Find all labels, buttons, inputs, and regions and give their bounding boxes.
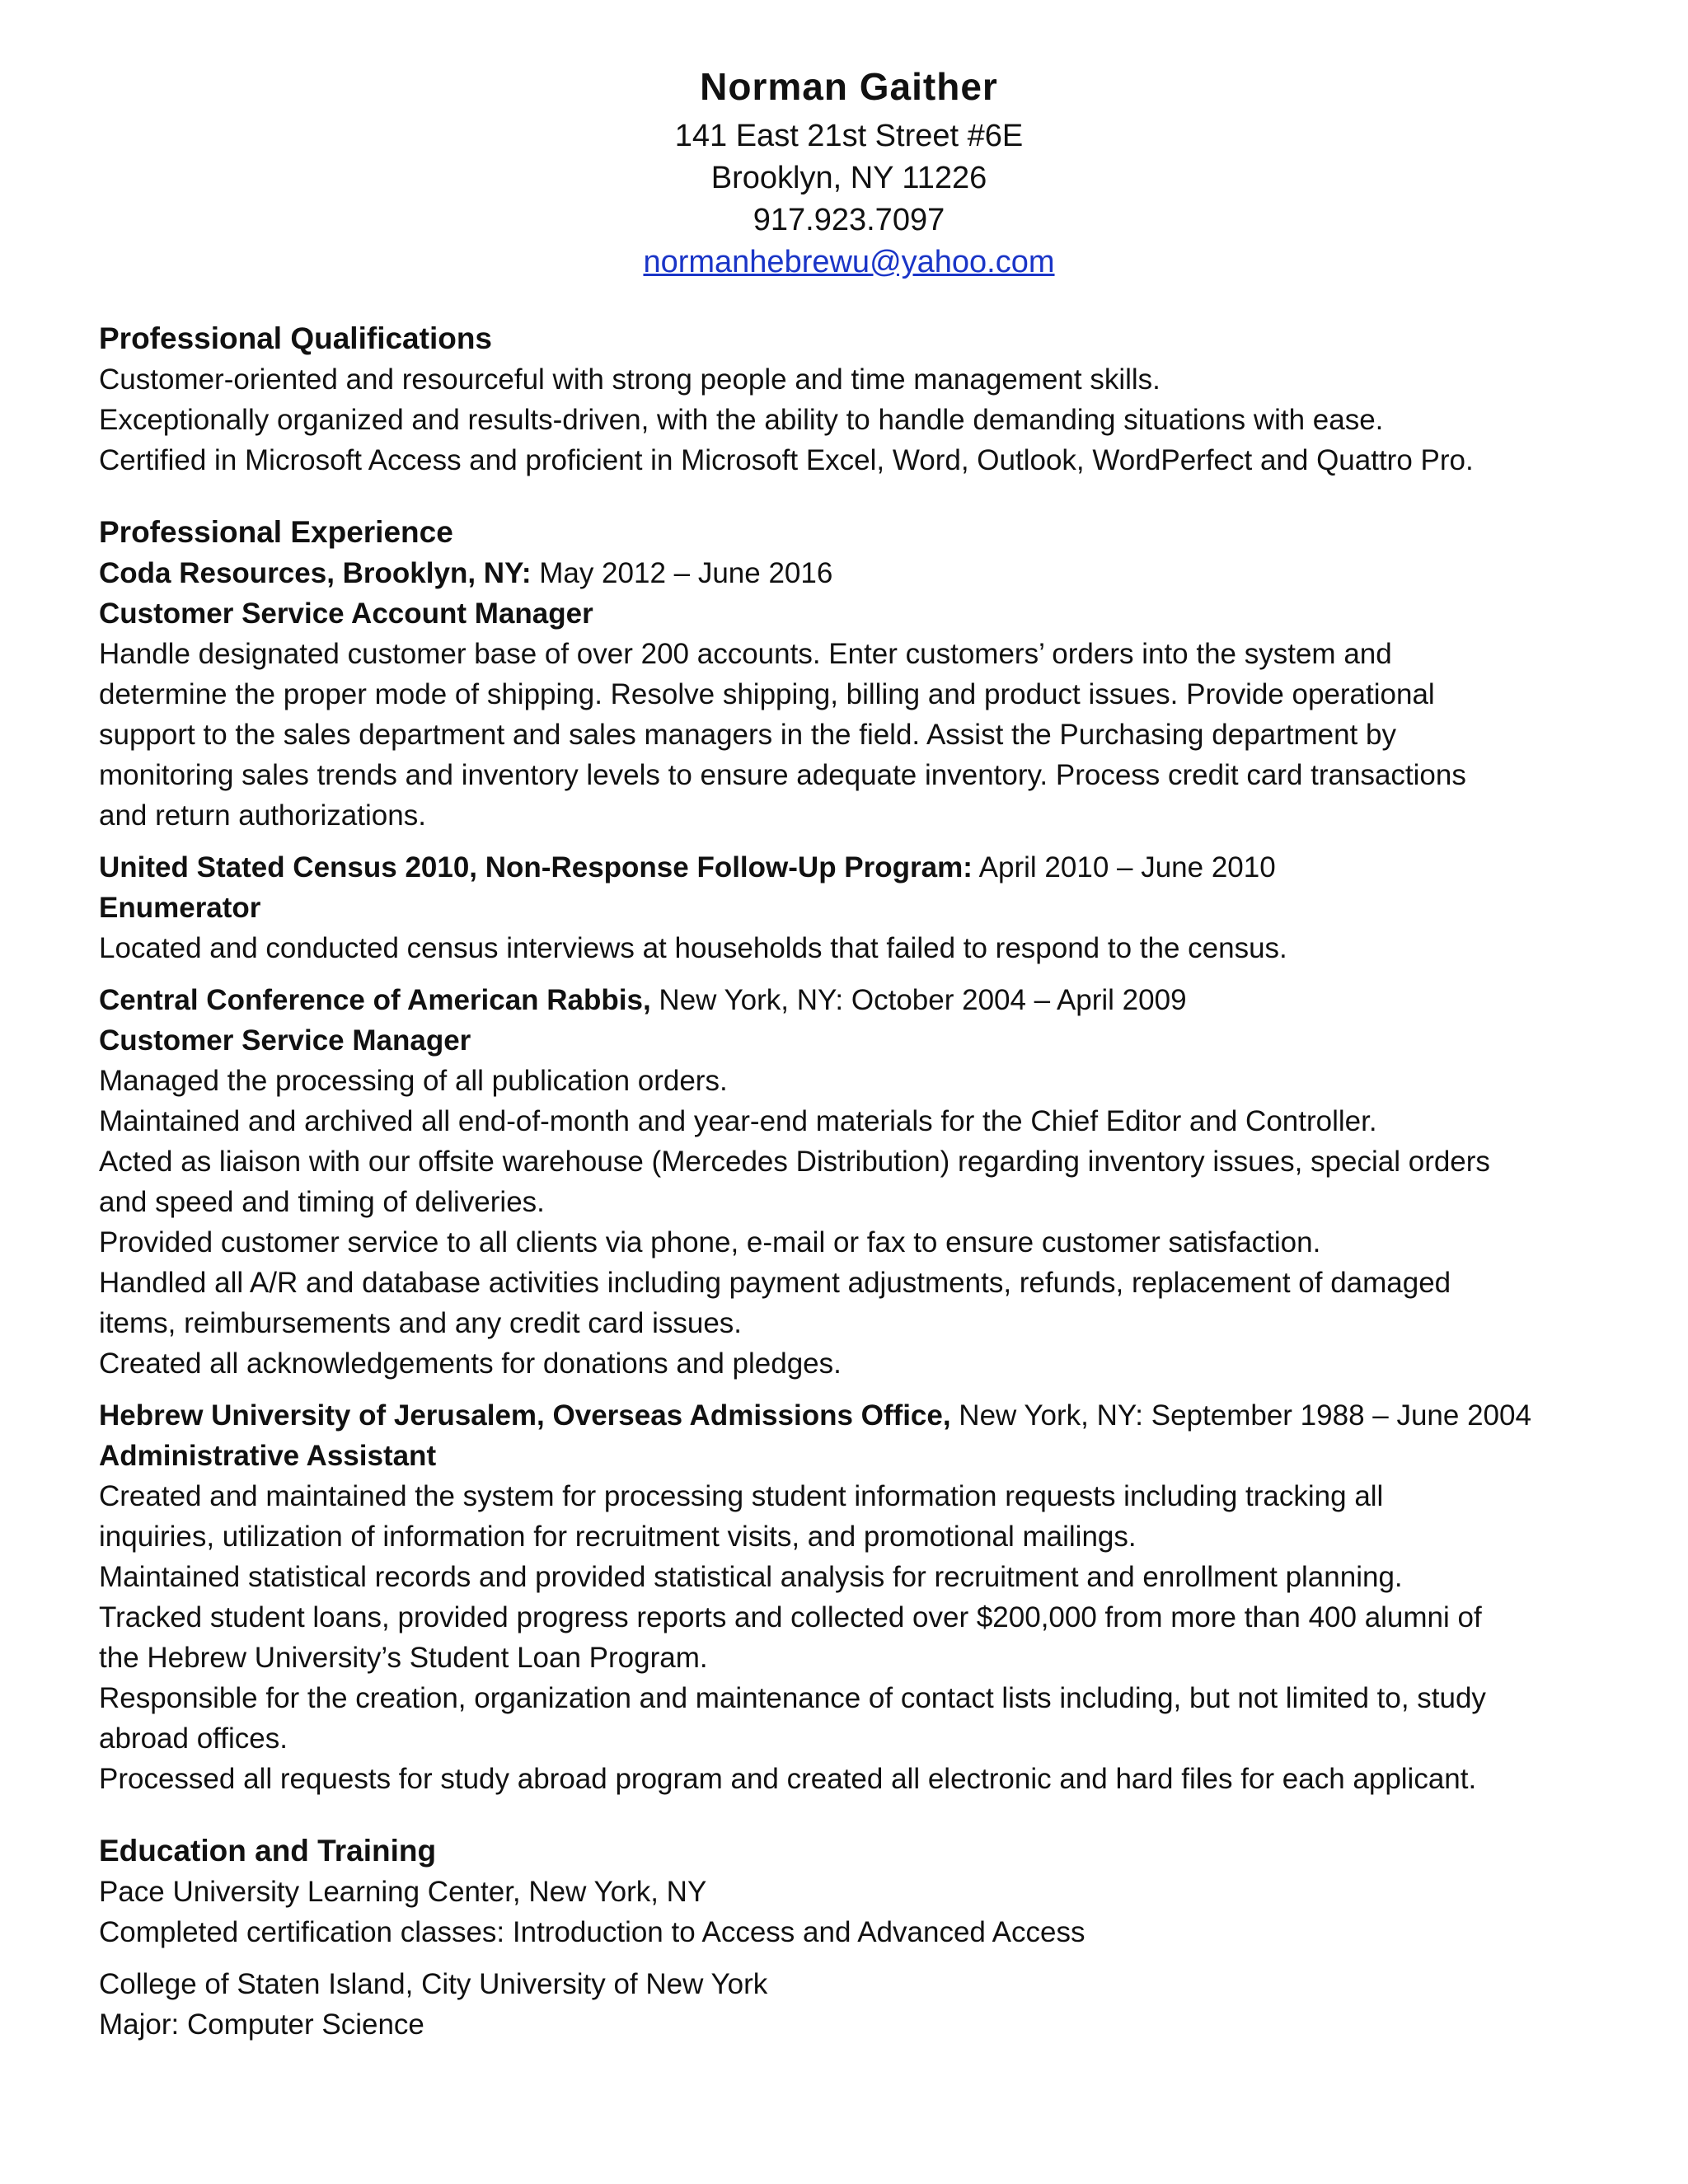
job-description-line: monitoring sales trends and inventory levels to ensure adequate inventory. Process credit card transactions <box>99 759 1466 791</box>
job-role: Customer Service Manager <box>99 1024 471 1057</box>
job-role: Enumerator <box>99 892 261 924</box>
job-description-line: Provided customer service to all clients via phone, e-mail or fax to ensure customer satisfaction. <box>99 1226 1321 1258</box>
education-line: Major: Computer Science <box>99 2008 424 2041</box>
job-description-line: Handled all A/R and database activities including payment adjustments, refunds, replacement of damaged <box>99 1267 1451 1299</box>
job-header <box>99 980 1599 1020</box>
education-heading: Education and Training <box>99 1834 437 1868</box>
street-address: 141 East 21st Street #6E <box>674 119 1024 153</box>
resume-header <box>99 58 1599 284</box>
candidate-name: Norman Gaither <box>700 65 998 108</box>
job-entry-ccar <box>99 980 1599 1384</box>
job-dates: May 2012 – June 2016 <box>531 557 833 589</box>
education-entry-csi <box>99 1964 1599 2045</box>
phone-number: 917.923.7097 <box>753 203 945 237</box>
job-description-line: support to the sales department and sales managers in the field. Assist the Purchasing department by <box>99 719 1396 751</box>
job-employer: Central Conference of American Rabbis, <box>99 984 651 1016</box>
job-description-line: Created all acknowledgements for donations and pledges. <box>99 1347 842 1380</box>
job-description-line: Created and maintained the system for processing student information requests including tracking all <box>99 1480 1384 1512</box>
qualification-line: Exceptionally organized and results-driven, with the ability to handle demanding situations with ease. <box>99 404 1384 436</box>
job-employer: Coda Resources, Brooklyn, NY: <box>99 557 532 589</box>
job-entry-hebrew-university <box>99 1395 1599 1799</box>
job-header <box>99 1395 1599 1436</box>
education-line: Pace University Learning Center, New York, NY <box>99 1876 707 1908</box>
job-description-line: Tracked student loans, provided progress reports and collected over $200,000 from more than 400 alumni of <box>99 1601 1482 1633</box>
job-description-line: Located and conducted census interviews at households that failed to respond to the census. <box>99 932 1287 964</box>
qualification-line: Certified in Microsoft Access and proficient in Microsoft Excel, Word, Outlook, WordPerfect and Quattro Pro. <box>99 444 1474 476</box>
job-description-line: the Hebrew University’s Student Loan Program. <box>99 1642 708 1674</box>
job-description-line: and speed and timing of deliveries. <box>99 1186 545 1218</box>
job-dates: New York, NY: September 1988 – June 2004 <box>950 1399 1531 1432</box>
qualifications-list <box>99 359 1599 480</box>
job-header <box>99 553 1599 593</box>
city-state-zip: Brooklyn, NY 11226 <box>710 161 987 195</box>
job-description-line: and return authorizations. <box>99 799 426 832</box>
job-description-line: Handle designated customer base of over 200 accounts. Enter customers’ orders into the system and <box>99 638 1392 670</box>
qualifications-heading: Professional Qualifications <box>99 321 493 355</box>
resume-page <box>99 58 1599 2045</box>
job-description-line: Maintained statistical records and provided statistical analysis for recruitment and enrollment planning. <box>99 1561 1403 1593</box>
education-entry-pace <box>99 1872 1599 1952</box>
job-role: Customer Service Account Manager <box>99 598 593 630</box>
job-description-line: items, reimbursements and any credit card issues. <box>99 1307 743 1339</box>
job-description-line: inquiries, utilization of information for recruitment visits, and promotional mailings. <box>99 1521 1137 1553</box>
job-entry-coda <box>99 553 1599 836</box>
experience-heading: Professional Experience <box>99 515 453 549</box>
job-dates: April 2010 – June 2010 <box>972 851 1276 883</box>
job-description-line: Managed the processing of all publication orders. <box>99 1065 728 1097</box>
job-entry-census <box>99 847 1599 968</box>
job-description-line: Responsible for the creation, organization and maintenance of contact lists including, but not limited to, study <box>99 1682 1486 1714</box>
job-dates: New York, NY: October 2004 – April 2009 <box>650 984 1187 1016</box>
education-line: Completed certification classes: Introduction to Access and Advanced Access <box>99 1916 1085 1948</box>
job-description-line: Processed all requests for study abroad program and created all electronic and hard files for each applicant. <box>99 1763 1477 1795</box>
job-employer: Hebrew University of Jerusalem, Overseas Admissions Office, <box>99 1399 951 1432</box>
job-description-line: abroad offices. <box>99 1722 288 1755</box>
job-description-line: Acted as liaison with our offsite warehouse (Mercedes Distribution) regarding inventory issues, special orders <box>99 1146 1490 1178</box>
job-description-line: Maintained and archived all end-of-month and year-end materials for the Chief Editor and Controller. <box>99 1105 1377 1137</box>
job-employer: United Stated Census 2010, Non-Response Follow-Up Program: <box>99 851 973 883</box>
email-link[interactable]: normanhebrewu@yahoo.com <box>643 245 1055 279</box>
job-role: Administrative Assistant <box>99 1440 437 1472</box>
job-description-line: determine the proper mode of shipping. Resolve shipping, billing and product issues. Provide operational <box>99 678 1435 710</box>
education-line: College of Staten Island, City University of New York <box>99 1968 768 2000</box>
qualification-line: Customer-oriented and resourceful with strong people and time management skills. <box>99 363 1160 396</box>
job-header <box>99 847 1599 888</box>
